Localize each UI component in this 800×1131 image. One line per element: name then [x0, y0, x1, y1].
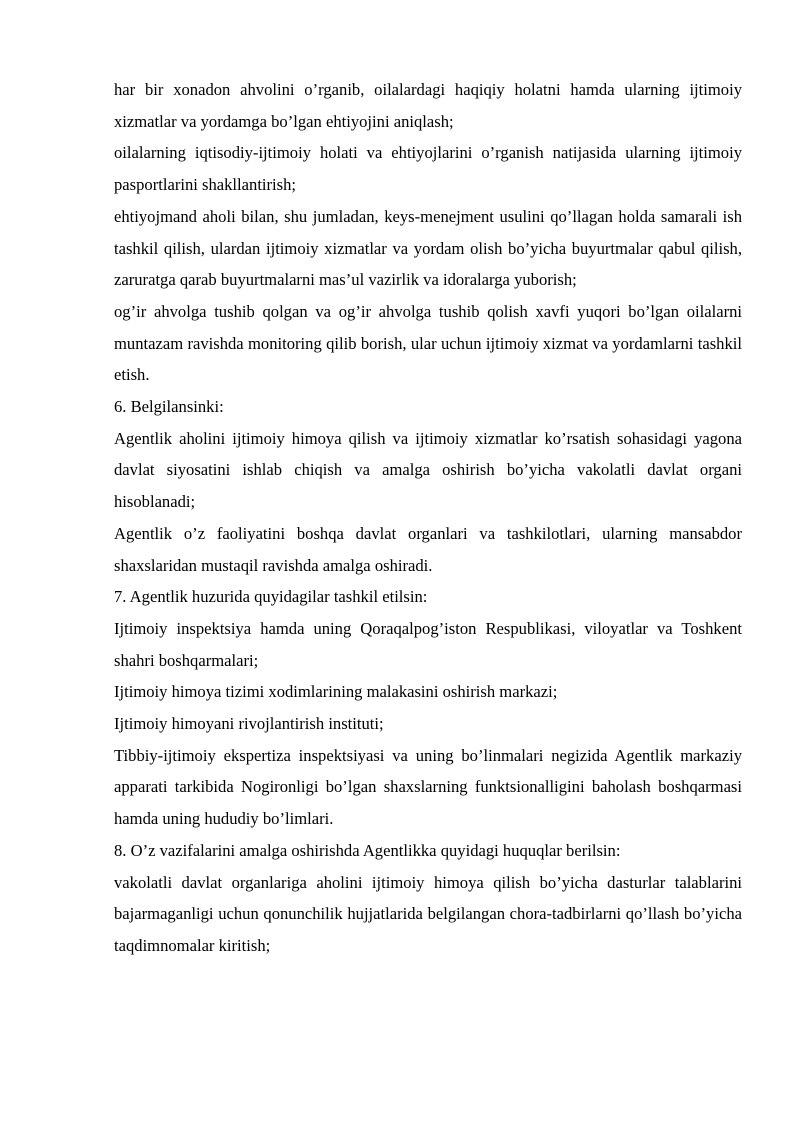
paragraph-4: og’ir ahvolga tushib qolgan va og’ir ahvolga tushib qolish xavfi yuqori bo’lgan oilalarni muntazam ravishda monitoring qilib borish, ular uchun ijtimoiy xizmat va yordamlarni tashkil etish.: [114, 301, 742, 385]
paragraph-1: har bir xonadon ahvolini o’rganib, oilalardagi haqiqiy holatni hamda ularning ijtimoiy xizmatlar va yordamga bo’lgan ehtiyojini aniqlash;: [114, 80, 742, 131]
paragraph-2: oilalarning iqtisodiy-ijtimoiy holati va ehtiyojlarini o’rganish natijasida ularning ijtimoiy pasportlarini shakllantirish;: [114, 143, 742, 195]
paragraph-6: Agentlik aholini ijtimoiy himoya qilish va ijtimoiy xizmatlar ko’rsatish sohasidagi yagona davlat siyosatini ishlab chiqish va amalga oshirish bo’yicha vakolatli davlat organi hisoblanadi;: [114, 428, 742, 512]
paragraph-3: ehtiyojmand aholi bilan, shu jumladan, keys-menejment usulini qo’llagan holda samarali ish tashkil qilish, ulardan ijtimoiy xizmatlar va yordam olish bo’yicha buyurtmalar qabul qilish, zaruratga qarab buyurtmalarni mas’ul vazirlik va idoralarga yuborish;: [114, 206, 742, 290]
section-heading-7: 7. Agentlik huzurida quyidagilar tashkil etilsin:: [114, 587, 428, 607]
paragraph-14: vakolatli davlat organlariga aholini ijtimoiy himoya qilish bo’yicha dasturlar talablarini bajarmaganligi uchun qonunchilik hujjatlarida belgilangan chora-tadbirlarni qo’llash bo’yicha taqdimnomalar kiritish;: [114, 872, 742, 955]
document-page: [114, 74, 742, 962]
paragraph-12: Tibbiy-ijtimoiy ekspertiza inspektsiyasi va uning bo’linmalari negizida Agentlik markaziy apparati tarkibida Nogironligi bo’lgan shaxslarning funktsionalligini baholash boshqarmasi hamda uning hududiy bo’limlari.: [114, 745, 742, 829]
section-heading-6: 6. Belgilansinki:: [114, 397, 224, 417]
paragraph-11: Ijtimoiy himoyani rivojlantirish instituti;: [114, 714, 384, 734]
section-heading-8: 8. O’z vazifalarini amalga oshirishda Agentlikka quyidagi huquqlar berilsin:: [114, 840, 621, 860]
paragraph-9: Ijtimoiy inspektsiya hamda uning Qoraqalpog’iston Respublikasi, viloyatlar va Toshkent shahri boshqarmalari;: [114, 618, 742, 670]
paragraph-10: Ijtimoiy himoya tizimi xodimlarining malakasini oshirish markazi;: [114, 682, 558, 702]
paragraph-7: Agentlik o’z faoliyatini boshqa davlat organlari va tashkilotlari, ularning mansabdor shaxslaridan mustaqil ravishda amalga oshiradi.: [114, 523, 742, 575]
